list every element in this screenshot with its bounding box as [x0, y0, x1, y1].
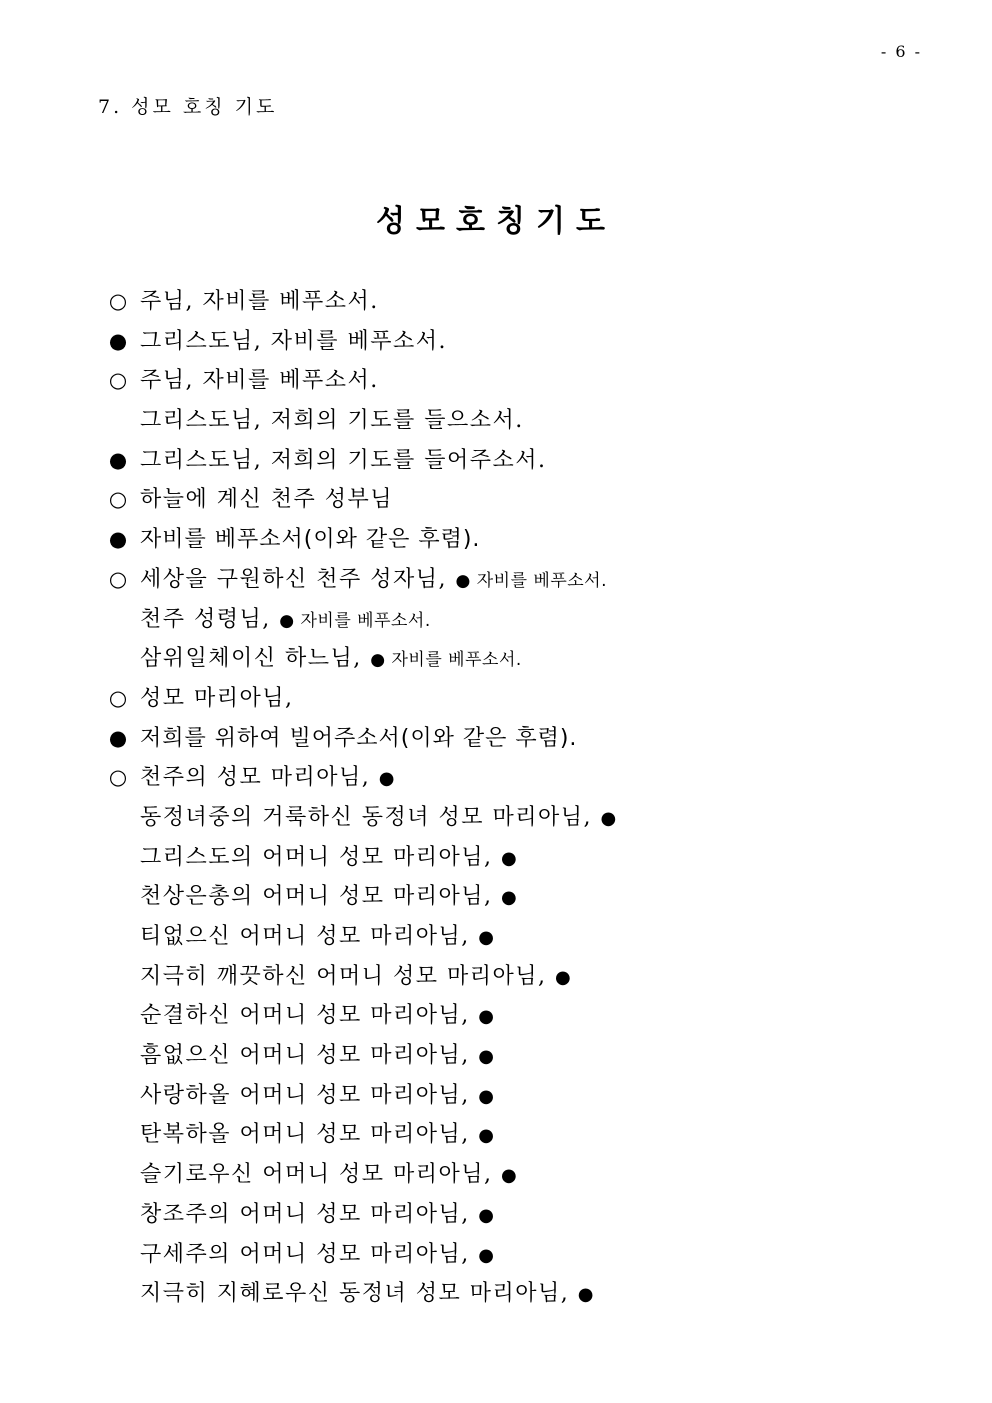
litany-line [104, 282, 964, 322]
response-dot-icon: ● [478, 1244, 496, 1266]
litany-line [104, 361, 964, 401]
section-heading: 7. 성모 호칭 기도 [98, 96, 278, 118]
line-text: 천주의 성모 마리아님, [140, 765, 371, 791]
line-text-group [140, 560, 607, 602]
line-text: 구세주의 어머니 성모 마리아님, [140, 1241, 470, 1267]
line-text-group [140, 758, 396, 799]
line-text-group [140, 838, 518, 879]
line-text-group [140, 1274, 595, 1315]
line-text: 창조주의 어머니 성모 마리아님, [140, 1201, 470, 1227]
line-text: 그리스도님, 저희의 기도를 들으소서. [140, 408, 524, 434]
response-dot-icon: ● [555, 966, 573, 988]
line-text: 티없으신 어머니 성모 마리아님, [140, 924, 470, 949]
line-text-group [140, 639, 522, 681]
open-circle-marker-icon: ○ [108, 765, 128, 790]
litany-line [104, 401, 964, 441]
response-dot-icon: ● [478, 927, 496, 948]
line-text: 그리스도님, 자비를 베푸소서. [140, 328, 447, 354]
litany-line [104, 322, 964, 362]
filled-circle-marker-icon: ● [108, 447, 128, 472]
litany-line [104, 798, 964, 838]
line-text: 탄복하올 어머니 성모 마리아님, [140, 1122, 470, 1148]
open-circle-marker-icon: ○ [108, 487, 128, 512]
open-circle-marker-icon: ○ [108, 368, 128, 393]
line-text: 그리스도의 어머니 성모 마리아님, [140, 844, 493, 870]
line-text: 주님, 자비를 베푸소서. [140, 289, 379, 314]
line-text: 성모 마리아님, [140, 685, 294, 711]
line-text: 슬기로우신 어머니 성모 마리아님, [140, 1162, 493, 1188]
line-text-group [140, 1235, 495, 1276]
litany-line [104, 957, 964, 997]
page-number: - 6 - [880, 42, 922, 61]
line-text: 동정녀중의 거룩하신 동정녀 성모 마리아님, [140, 804, 593, 830]
litany-line [104, 917, 964, 957]
litany-line [104, 1076, 964, 1116]
response-dot-icon: ● [501, 887, 519, 909]
line-text: 자비를 베푸소서(이와 같은 후렴). [140, 527, 481, 553]
line-text: 천상은총의 어머니 성모 마리아님, [140, 884, 493, 910]
litany-line [104, 520, 964, 560]
response-dot-icon: ● [478, 1046, 496, 1068]
line-text: 지극히 지혜로우신 동정녀 성모 마리아님, [140, 1281, 570, 1307]
litany-line [104, 719, 964, 759]
line-response: ● 자비를 베푸소서. [455, 570, 607, 591]
response-dot-icon: ● [600, 807, 618, 829]
line-text: 주님, 자비를 베푸소서. [140, 368, 379, 394]
filled-circle-marker-icon: ● [108, 328, 128, 353]
page-title: 성모호칭기도 [376, 204, 616, 239]
line-text: 천주 성령님, [140, 606, 271, 632]
line-text: 지극히 깨끗하신 어머니 성모 마리아님, [140, 963, 547, 989]
litany-line [104, 480, 964, 520]
line-text: 삼위일체이신 하느님, [140, 646, 362, 672]
line-text: 세상을 구원하신 천주 성자님, [140, 566, 447, 592]
litany-line [104, 560, 964, 600]
litany-line [104, 1195, 964, 1235]
line-text: 흠없으신 어머니 성모 마리아님, [140, 1043, 470, 1069]
response-dot-icon: ● [478, 1006, 496, 1028]
line-response: ● 자비를 베푸소서. [279, 610, 431, 631]
line-text-group [140, 1155, 518, 1196]
response-dot-icon: ● [478, 1085, 496, 1107]
response-dot-icon: ● [378, 768, 396, 790]
line-text-group [140, 1036, 495, 1077]
line-text-group [140, 917, 495, 958]
line-text-group [140, 1195, 495, 1236]
line-text-group [140, 996, 495, 1037]
line-text-group [140, 1076, 495, 1117]
litany-line [104, 1274, 964, 1314]
line-text: 사랑하올 어머니 성모 마리아님, [140, 1082, 470, 1108]
litany-line [104, 1155, 964, 1195]
line-text-group [140, 877, 518, 918]
litany-line [104, 639, 964, 679]
line-text: 저희를 위하여 빌어주소서(이와 같은 후렴). [140, 725, 578, 751]
litany-line [104, 838, 964, 878]
filled-circle-marker-icon: ● [108, 725, 128, 750]
response-dot-icon: ● [501, 1165, 519, 1187]
litany-line [104, 679, 964, 719]
response-dot-icon: ● [501, 847, 519, 869]
line-text-group [140, 798, 618, 839]
line-text: 하늘에 계신 천주 성부님 [140, 487, 394, 513]
litany-lines [104, 282, 964, 1314]
filled-circle-marker-icon: ● [108, 527, 128, 552]
open-circle-marker-icon: ○ [108, 289, 128, 313]
litany-line [104, 1115, 964, 1155]
line-text-group [140, 957, 572, 998]
litany-line [104, 758, 964, 798]
litany-line [104, 1235, 964, 1275]
litany-line [104, 1036, 964, 1076]
litany-line [104, 600, 964, 640]
line-response: ● 자비를 베푸소서. [370, 650, 522, 671]
line-text: 그리스도님, 저희의 기도를 들어주소서. [140, 447, 547, 473]
open-circle-marker-icon: ○ [108, 685, 128, 710]
litany-line [104, 877, 964, 917]
litany-line [104, 996, 964, 1036]
response-dot-icon: ● [478, 1125, 496, 1147]
line-text-group [140, 1115, 495, 1156]
litany-line [104, 441, 964, 481]
response-dot-icon: ● [577, 1284, 595, 1306]
line-text: 순결하신 어머니 성모 마리아님, [140, 1003, 470, 1029]
response-dot-icon: ● [478, 1204, 496, 1226]
open-circle-marker-icon: ○ [108, 566, 128, 591]
line-text-group [140, 600, 431, 642]
